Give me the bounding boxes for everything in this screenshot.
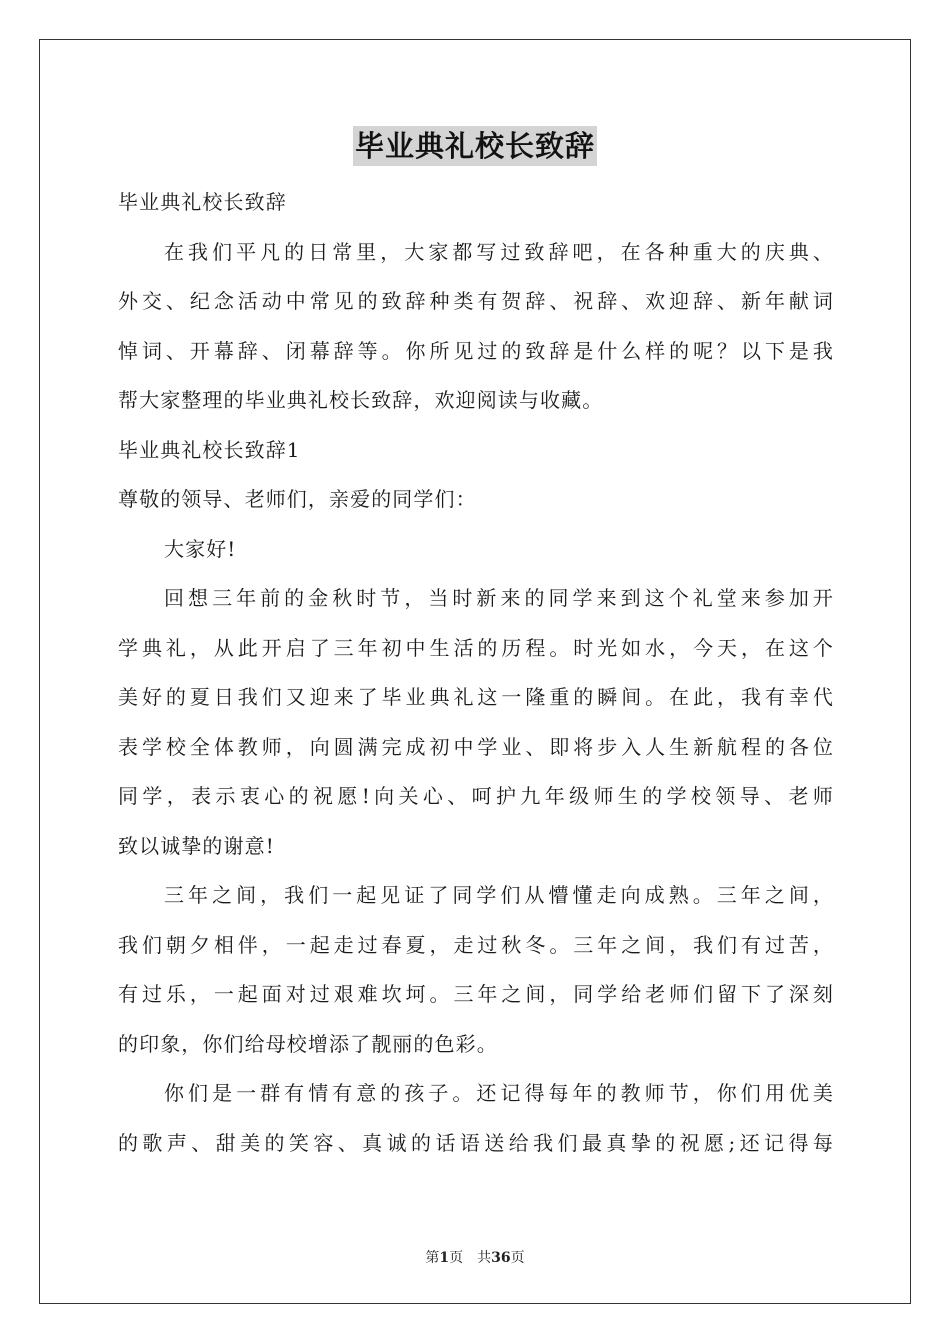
page-prefix: 第 — [425, 1250, 440, 1266]
total-suffix: 页 — [510, 1250, 525, 1266]
text-line: 尊敬的领导、老师们，亲爱的同学们： — [118, 487, 477, 511]
total-prefix: 共 — [477, 1250, 492, 1266]
text-line: 毕业典礼校长致辞1 — [118, 437, 301, 462]
title-container — [0, 126, 950, 166]
text-line: 你们是一群有情有意的孩子。还记得每年的教师节，你们用优美 — [164, 1081, 834, 1105]
text-line: 毕业典礼校长致辞 — [118, 190, 287, 214]
text-line: 学典礼，从此开启了三年初中生活的历程。时光如水，今天，在这个 — [118, 635, 834, 660]
page-suffix: 页 — [449, 1250, 464, 1266]
text-line: 有过乐，一起面对过艰难坎坷。三年之间，同学给老师们留下了深刻 — [118, 982, 834, 1006]
text-line: 美好的夏日我们又迎来了毕业典礼这一隆重的瞬间。在此，我有幸代 — [118, 685, 834, 709]
total-pages: 36 — [491, 1250, 511, 1266]
text-line: 外交、纪念活动中常见的致辞种类有贺辞、祝辞、欢迎辞、新年献词 — [118, 289, 834, 313]
text-line: 的印象，你们给母校增添了靓丽的色彩。 — [118, 1031, 498, 1056]
text-line: 我们朝夕相伴，一起走过春夏，走过秋冬。三年之间，我们有过苦， — [118, 932, 834, 957]
page-number: 1 — [439, 1250, 450, 1266]
text-line: 表学校全体教师，向圆满完成初中学业、即将步入人生新航程的各位 — [118, 734, 834, 759]
text-line: 三年之间，我们一起见证了同学们从懵懂走向成熟。三年之间， — [164, 883, 834, 907]
document-body — [118, 178, 834, 1168]
text-line: 大家好! — [164, 536, 237, 561]
text-line: 在我们平凡的日常里，大家都写过致辞吧，在各种重大的庆典、 — [164, 239, 834, 264]
text-line: 回想三年前的金秋时节，当时新来的同学来到这个礼堂来参加开 — [164, 586, 834, 610]
text-line: 悼词、开幕辞、闭幕辞等。你所见过的致辞是什么样的呢？以下是我 — [118, 338, 834, 363]
text-line: 的歌声、甜美的笑容、真诚的话语送给我们最真挚的祝愿;还记得每 — [118, 1130, 834, 1155]
text-line: 致以诚挚的谢意! — [118, 833, 275, 858]
document-title: 毕业典礼校长致辞 — [353, 126, 597, 166]
text-line: 帮大家整理的毕业典礼校长致辞，欢迎阅读与收藏。 — [118, 388, 604, 412]
text-line: 同学，表示衷心的祝愿!向关心、呵护九年级师生的学校领导、老师 — [118, 784, 834, 808]
page-footer — [0, 1247, 950, 1267]
